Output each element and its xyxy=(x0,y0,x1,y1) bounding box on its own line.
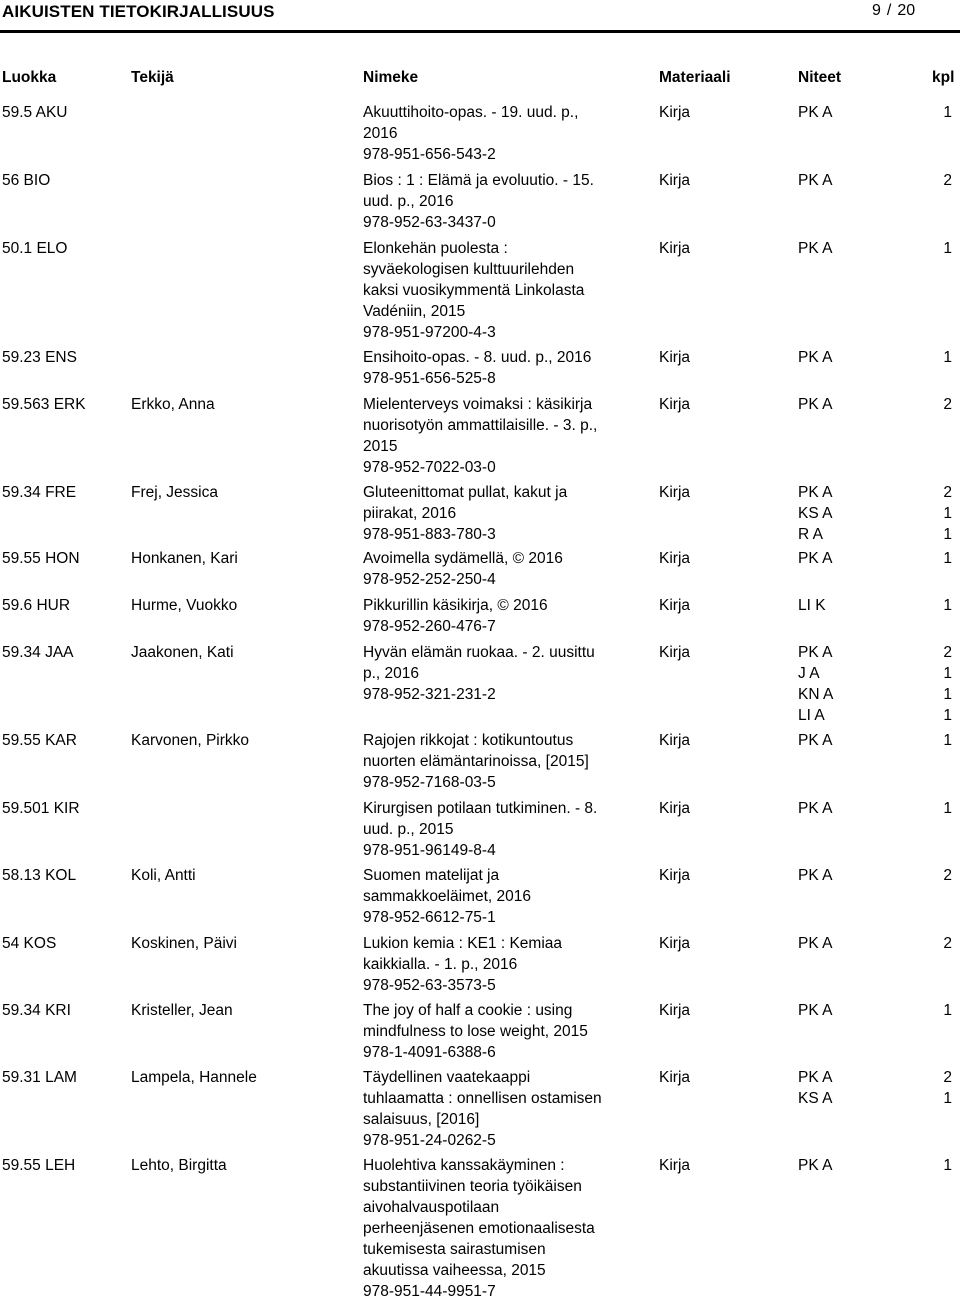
copy-count: 1 xyxy=(943,104,952,121)
author: Lampela, Hannele xyxy=(131,1069,257,1086)
isbn: 978-952-260-476-7 xyxy=(363,618,496,635)
location-code: PK A xyxy=(798,800,833,817)
isbn: 978-952-7022-03-0 xyxy=(363,459,496,476)
author: Koskinen, Päivi xyxy=(131,935,237,952)
isbn: 978-951-97200-4-3 xyxy=(363,324,496,341)
location-code: PK A xyxy=(798,1157,833,1174)
author: Lehto, Birgitta xyxy=(131,1157,227,1174)
location-code: KN A xyxy=(798,686,834,703)
holdings xyxy=(798,1155,960,1176)
class-code: 50.1 ELO xyxy=(2,240,68,257)
copy-count: 1 xyxy=(943,550,952,567)
column-headers xyxy=(0,69,960,91)
material-type: Kirja xyxy=(659,240,691,257)
isbn: 978-951-656-525-8 xyxy=(363,370,496,387)
material-type: Kirja xyxy=(659,1002,691,1019)
holding-line xyxy=(798,684,960,705)
page-current: 9 xyxy=(872,2,881,19)
material-type: Kirja xyxy=(659,1069,691,1086)
page-separator: / xyxy=(886,2,892,19)
isbn: 978-951-44-9951-7 xyxy=(363,1283,496,1300)
class-code: 59.563 ERK xyxy=(2,396,86,413)
copy-count: 1 xyxy=(943,1002,952,1019)
copy-count: 1 xyxy=(943,800,952,817)
holding-line xyxy=(798,663,960,684)
class-code: 59.501 KIR xyxy=(2,800,80,817)
copy-count: 2 xyxy=(943,935,952,952)
holding-line xyxy=(798,548,960,569)
isbn: 978-951-883-780-3 xyxy=(363,526,496,543)
material-type: Kirja xyxy=(659,104,691,121)
location-code: J A xyxy=(798,665,820,682)
location-code: R A xyxy=(798,526,823,543)
title-cell xyxy=(363,238,623,343)
holding-line xyxy=(798,1067,960,1088)
column-header-kpl: kpl xyxy=(932,69,955,86)
copy-count: 1 xyxy=(943,665,952,682)
holdings xyxy=(798,595,960,616)
holdings xyxy=(798,102,960,123)
copy-count: 1 xyxy=(943,505,952,522)
copy-count: 1 xyxy=(943,1157,952,1174)
class-code: 59.6 HUR xyxy=(2,597,71,614)
holding-line xyxy=(798,238,960,259)
author: Frej, Jessica xyxy=(131,484,218,501)
location-code: PK A xyxy=(798,104,833,121)
copy-count: 2 xyxy=(943,644,952,661)
holding-line xyxy=(798,1088,960,1109)
class-code: 54 KOS xyxy=(2,935,57,952)
holdings xyxy=(798,1067,960,1109)
material-type: Kirja xyxy=(659,172,691,189)
copy-count: 2 xyxy=(943,1069,952,1086)
book-title: The joy of half a cookie : using mindfulness to lose weight, 2015 xyxy=(363,1002,588,1040)
book-title: Akuuttihoito-opas. - 19. uud. p., 2016 xyxy=(363,104,579,142)
book-title: Suomen matelijat ja sammakkoeläimet, 2016 xyxy=(363,867,531,905)
holding-line xyxy=(798,933,960,954)
isbn: 978-952-321-231-2 xyxy=(363,686,496,703)
title-cell xyxy=(363,595,623,637)
holding-line xyxy=(798,1000,960,1021)
holding-line xyxy=(798,102,960,123)
holdings xyxy=(798,933,960,954)
book-title: Hyvän elämän ruokaa. - 2. uusittu p., 2016 xyxy=(363,644,595,682)
copy-count: 1 xyxy=(943,240,952,257)
holdings xyxy=(798,482,960,545)
location-code: PK A xyxy=(798,396,833,413)
holding-line xyxy=(798,730,960,751)
material-type: Kirja xyxy=(659,396,691,413)
class-code: 59.34 JAA xyxy=(2,644,74,661)
author: Hurme, Vuokko xyxy=(131,597,238,614)
material-type: Kirja xyxy=(659,800,691,817)
title-cell xyxy=(363,102,623,165)
title-cell xyxy=(363,865,623,928)
holdings xyxy=(798,548,960,569)
book-title: Kirurgisen potilaan tutkiminen. - 8. uud. p., 2015 xyxy=(363,800,598,838)
header-rule xyxy=(0,30,960,33)
book-title: Avoimella sydämellä, © 2016 xyxy=(363,550,563,567)
holdings xyxy=(798,170,960,191)
holdings xyxy=(798,798,960,819)
holdings xyxy=(798,394,960,415)
material-type: Kirja xyxy=(659,597,691,614)
book-title: Huolehtiva kanssakäyminen : substantiivinen teoria työikäisen aivohalvauspotilaan perheenjäsenen emotionaalisesta tukemisesta sairastumisen akuutissa vaiheessa, 2015 xyxy=(363,1157,595,1279)
material-type: Kirja xyxy=(659,1157,691,1174)
isbn: 978-952-7168-03-5 xyxy=(363,774,496,791)
holdings xyxy=(798,238,960,259)
material-type: Kirja xyxy=(659,867,691,884)
copy-count: 1 xyxy=(943,1090,952,1107)
material-type: Kirja xyxy=(659,484,691,501)
holding-line xyxy=(798,798,960,819)
title-cell xyxy=(363,482,623,545)
location-code: PK A xyxy=(798,1069,833,1086)
title-cell xyxy=(363,170,623,233)
author: Kristeller, Jean xyxy=(131,1002,233,1019)
holding-line xyxy=(798,524,960,545)
copy-count: 1 xyxy=(943,349,952,366)
holdings xyxy=(798,730,960,751)
author: Koli, Antti xyxy=(131,867,196,884)
location-code: LI K xyxy=(798,597,826,614)
column-header-nimeke: Nimeke xyxy=(363,69,419,86)
copy-count: 1 xyxy=(943,707,952,724)
column-header-luokka: Luokka xyxy=(2,69,57,86)
copy-count: 2 xyxy=(943,172,952,189)
class-code: 59.55 KAR xyxy=(2,732,77,749)
class-code: 59.31 LAM xyxy=(2,1069,77,1086)
material-type: Kirja xyxy=(659,349,691,366)
title-cell xyxy=(363,933,623,996)
copy-count: 2 xyxy=(943,867,952,884)
book-title: Lukion kemia : KE1 : Kemiaa kaikkialla. - 1. p., 2016 xyxy=(363,935,563,973)
holding-line xyxy=(798,347,960,368)
title-cell xyxy=(363,1155,623,1302)
book-title: Ensihoito-opas. - 8. uud. p., 2016 xyxy=(363,349,592,366)
location-code: PK A xyxy=(798,550,833,567)
holdings xyxy=(798,865,960,886)
holding-line xyxy=(798,503,960,524)
copy-count: 1 xyxy=(943,597,952,614)
holding-line xyxy=(798,705,960,726)
page-number xyxy=(872,2,915,20)
book-title: Rajojen rikkojat : kotikuntoutus nuorten elämäntarinoissa, [2015] xyxy=(363,732,589,770)
location-code: KS A xyxy=(798,1090,833,1107)
material-type: Kirja xyxy=(659,935,691,952)
isbn: 978-952-6612-75-1 xyxy=(363,909,496,926)
material-type: Kirja xyxy=(659,550,691,567)
isbn: 978-951-96149-8-4 xyxy=(363,842,496,859)
title-cell xyxy=(363,548,623,590)
isbn: 978-1-4091-6388-6 xyxy=(363,1044,496,1061)
author: Karvonen, Pirkko xyxy=(131,732,250,749)
location-code: PK A xyxy=(798,867,833,884)
location-code: KS A xyxy=(798,505,833,522)
author: Honkanen, Kari xyxy=(131,550,238,567)
page-total: 20 xyxy=(897,2,916,19)
book-title: Täydellinen vaatekaappi tuhlaamatta : onnellisen ostamisen salaisuus, [2016] xyxy=(363,1069,602,1128)
title-cell xyxy=(363,1000,623,1063)
title-cell xyxy=(363,730,623,793)
class-code: 58.13 KOL xyxy=(2,867,77,884)
holdings xyxy=(798,1000,960,1021)
copy-count: 1 xyxy=(943,732,952,749)
copy-count: 2 xyxy=(943,484,952,501)
document-title: AIKUISTEN TIETOKIRJALLISUUS xyxy=(2,2,275,21)
holding-line xyxy=(798,394,960,415)
holdings xyxy=(798,347,960,368)
title-cell xyxy=(363,642,623,705)
holding-line xyxy=(798,642,960,663)
class-code: 59.5 AKU xyxy=(2,104,68,121)
column-header-materiaali: Materiaali xyxy=(659,69,731,86)
isbn: 978-952-63-3437-0 xyxy=(363,214,496,231)
author: Erkko, Anna xyxy=(131,396,215,413)
title-cell xyxy=(363,347,623,389)
title-cell xyxy=(363,798,623,861)
class-code: 59.55 LEH xyxy=(2,1157,76,1174)
material-type: Kirja xyxy=(659,644,691,661)
holding-line xyxy=(798,1155,960,1176)
title-cell xyxy=(363,1067,623,1151)
material-type: Kirja xyxy=(659,732,691,749)
page-header xyxy=(0,0,960,26)
location-code: PK A xyxy=(798,935,833,952)
location-code: PK A xyxy=(798,732,833,749)
book-title: Bios : 1 : Elämä ja evoluutio. - 15. uud. p., 2016 xyxy=(363,172,594,210)
location-code: PK A xyxy=(798,644,833,661)
location-code: PK A xyxy=(798,172,833,189)
class-code: 59.55 HON xyxy=(2,550,80,567)
holding-line xyxy=(798,170,960,191)
location-code: PK A xyxy=(798,349,833,366)
book-title: Elonkehän puolesta : syväekologisen kulttuurilehden kaksi vuosikymmentä Linkolasta Vadéniin, 2015 xyxy=(363,240,585,320)
column-header-niteet: Niteet xyxy=(798,69,842,86)
copy-count: 1 xyxy=(943,686,952,703)
class-code: 59.34 KRI xyxy=(2,1002,71,1019)
holding-line xyxy=(798,865,960,886)
isbn: 978-951-656-543-2 xyxy=(363,146,496,163)
location-code: PK A xyxy=(798,484,833,501)
isbn: 978-952-252-250-4 xyxy=(363,571,496,588)
location-code: PK A xyxy=(798,240,833,257)
isbn: 978-952-63-3573-5 xyxy=(363,977,496,994)
copy-count: 1 xyxy=(943,526,952,543)
book-title: Pikkurillin käsikirja, © 2016 xyxy=(363,597,548,614)
isbn: 978-951-24-0262-5 xyxy=(363,1132,496,1149)
class-code: 59.23 ENS xyxy=(2,349,77,366)
author: Jaakonen, Kati xyxy=(131,644,234,661)
column-header-tekija: Tekijä xyxy=(131,69,174,86)
holding-line xyxy=(798,595,960,616)
location-code: PK A xyxy=(798,1002,833,1019)
holding-line xyxy=(798,482,960,503)
book-title: Mielenterveys voimaksi : käsikirja nuorisotyön ammattilaisille. - 3. p., 2015 xyxy=(363,396,598,455)
copy-count: 2 xyxy=(943,396,952,413)
book-title: Gluteenittomat pullat, kakut ja piirakat, 2016 xyxy=(363,484,568,522)
title-cell xyxy=(363,394,623,478)
holdings xyxy=(798,642,960,726)
class-code: 56 BIO xyxy=(2,172,51,189)
class-code: 59.34 FRE xyxy=(2,484,77,501)
location-code: LI A xyxy=(798,707,825,724)
